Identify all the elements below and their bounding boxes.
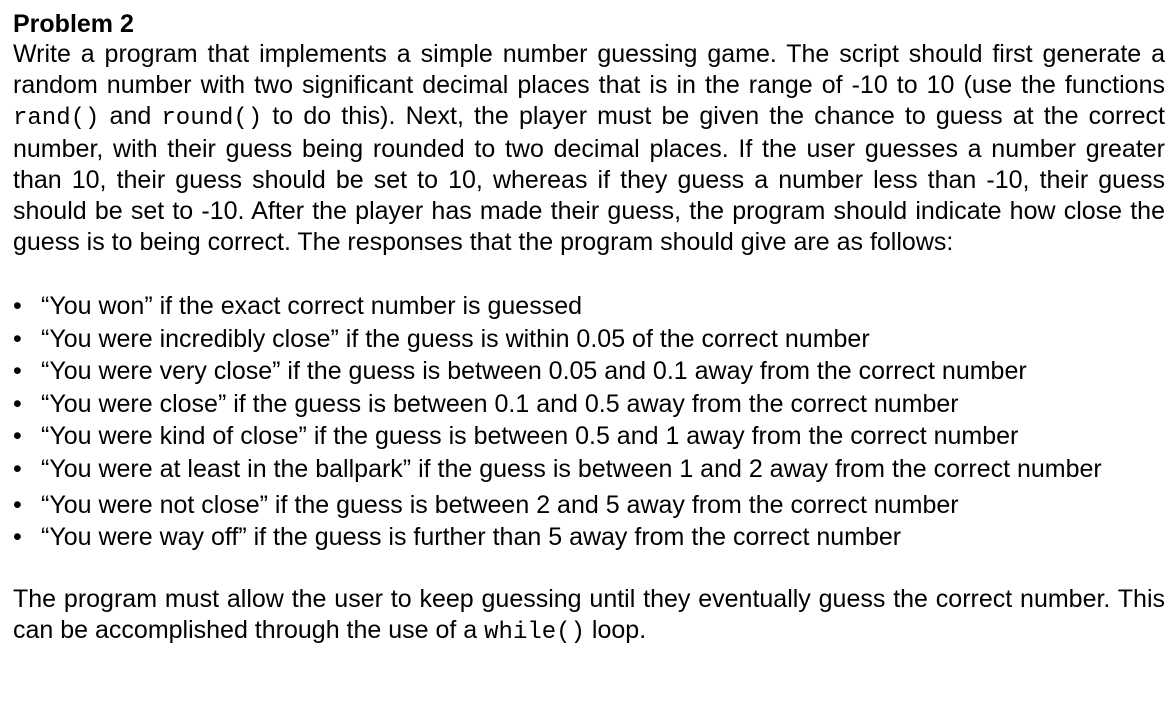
list-item-text: “You were kind of close” if the guess is between 0.5 and 1 away from the correct number: [41, 422, 1019, 450]
bullet-icon: •: [13, 490, 22, 519]
code-rand: rand(): [13, 105, 100, 132]
list-item: [13, 291, 1165, 322]
response-list: [13, 291, 1165, 553]
intro-paragraph: [13, 39, 1165, 258]
intro-text-1: Write a program that implements a simple number guessing game. The script should first generate a random number with two significant decimal places that is in the range of -10 to 10 (use the functions: [13, 40, 1165, 99]
code-while: while(): [484, 619, 585, 646]
bullet-icon: •: [13, 523, 22, 551]
list-item: [13, 389, 1165, 420]
list-item-text: “You were way off” if the guess is further than 5 away from the correct number: [41, 523, 902, 551]
intro-text-2: and: [99, 102, 162, 130]
list-item-text: “You were at least in the ballpark” if the guess is between 1 and 2 away from the correct number: [41, 454, 1102, 483]
bullet-icon: •: [13, 454, 22, 483]
bullet-icon: •: [13, 292, 22, 320]
list-item: [13, 490, 1165, 521]
list-item-text: “You were incredibly close” if the guess is within 0.05 of the correct number: [41, 324, 870, 353]
list-item: [13, 324, 1165, 355]
list-item-text: “You were not close” if the guess is between 2 and 5 away from the correct number: [41, 490, 959, 519]
closing-text-2: loop.: [584, 616, 647, 644]
list-item: [13, 421, 1165, 452]
bullet-icon: •: [13, 422, 22, 450]
problem-title: Problem 2: [13, 10, 134, 38]
closing-paragraph: [13, 584, 1165, 648]
list-item-text: “You were very close” if the guess is between 0.05 and 0.1 away from the correct number: [41, 357, 1027, 385]
bullet-icon: •: [13, 389, 22, 418]
list-item: [13, 356, 1165, 387]
list-item: [13, 454, 1165, 485]
bullet-icon: •: [13, 324, 22, 353]
closing-text-1: The program must allow the user to keep guessing until they eventually guess the correct number. This can be accomplished through the use of a: [13, 585, 1165, 644]
list-item-text: “You were close” if the guess is between 0.1 and 0.5 away from the correct number: [41, 389, 959, 418]
list-item: [13, 522, 1165, 553]
intro-text-3: to do this). Next, the player must be given the chance to guess at the correct number, with their guess being rounded to two decimal places. If the user guesses a number greater than 10, their guess should be set to 10, whereas if they guess a number less than -10, their guess should be set to -10. After the player has made their guess, the program should indicate how close the guess is to being correct. The responses that the program should give are as follows:: [13, 102, 1166, 256]
code-round: round(): [161, 105, 263, 132]
document-page: [13, 9, 1165, 648]
list-item-text: “You won” if the exact correct number is guessed: [41, 292, 583, 320]
bullet-icon: •: [13, 357, 22, 385]
